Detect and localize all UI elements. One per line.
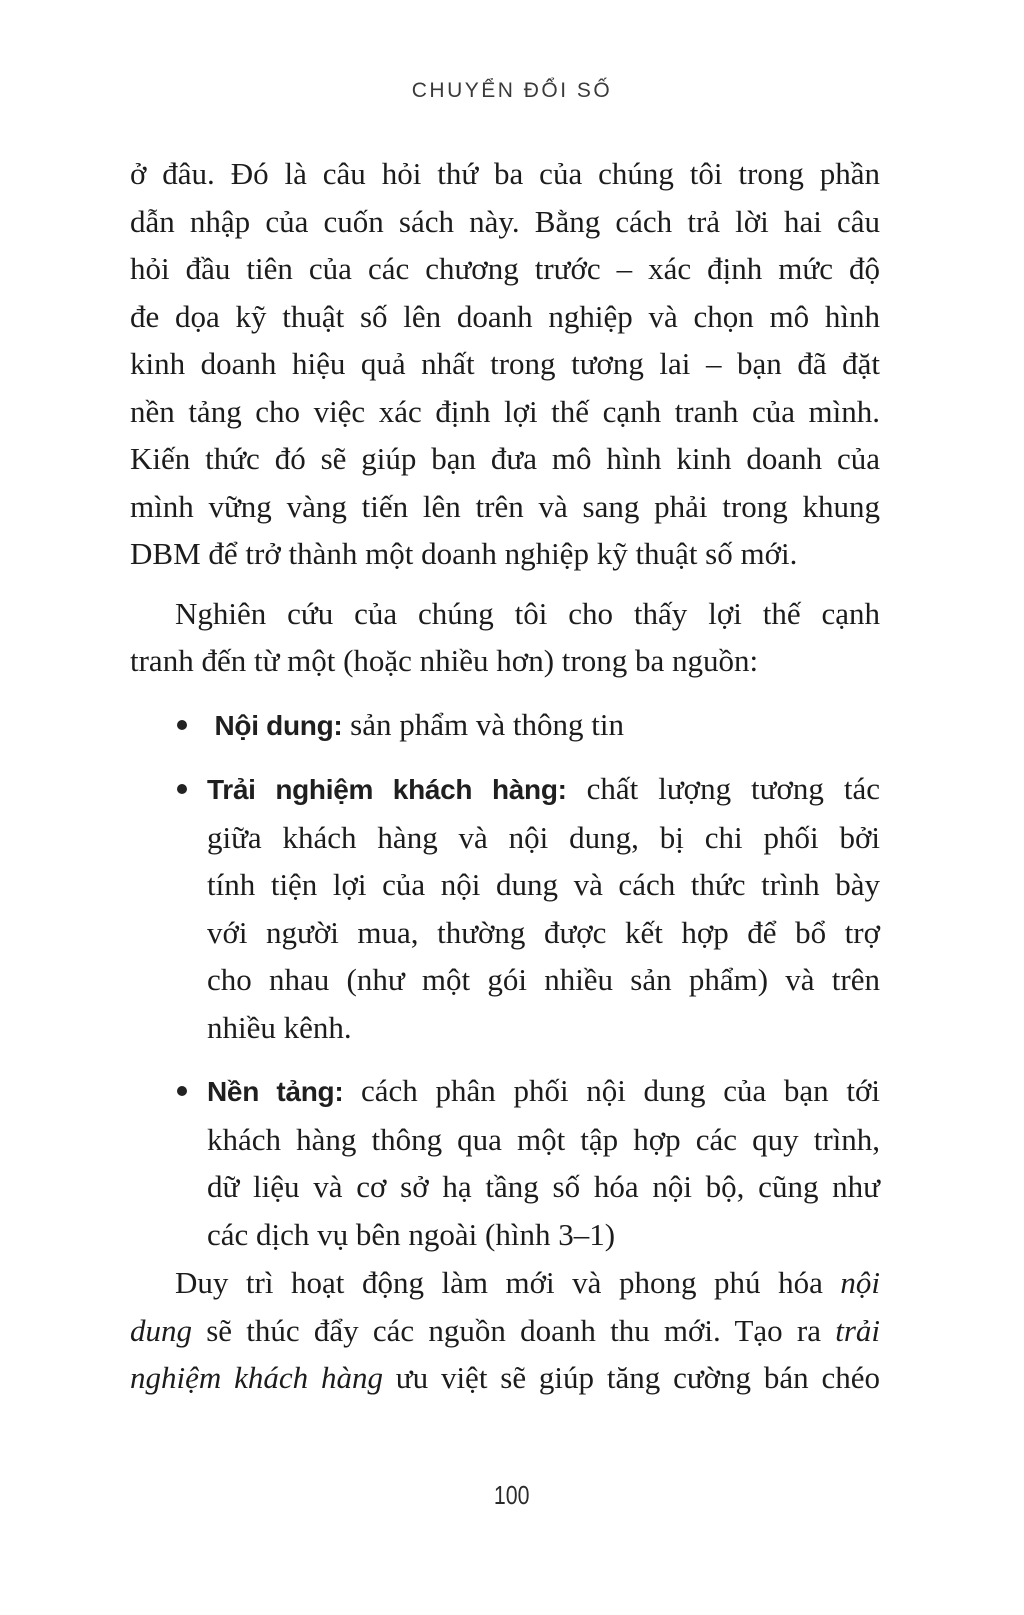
text-segment: chất lượng tương tác [566, 771, 880, 806]
text-line [130, 530, 880, 578]
bullet-label: Nền tảng: [207, 1076, 344, 1107]
text-segment: các dịch vụ bên ngoài (hình 3–1) [207, 1216, 616, 1252]
bullet-dot-icon [177, 784, 187, 794]
bullet-marker [130, 701, 207, 750]
text-segment: cách phân phối nội dung của bạn tới [343, 1073, 880, 1108]
text-segment: dữ liệu và cơ sở hạ tầng số hóa nội bộ, cũng như [207, 1169, 880, 1204]
text-segment: nhiều kênh. [207, 1009, 352, 1045]
text-line [130, 150, 880, 198]
text-line [207, 909, 880, 957]
page-number-value: 100 [494, 1480, 530, 1510]
text-line [207, 1211, 880, 1259]
text-line [130, 1354, 880, 1402]
bullet-item [130, 701, 880, 750]
text-segment: Nghiên cứu của chúng tôi cho thấy lợi thế cạnh [175, 595, 880, 631]
text-segment: tranh đến từ một (hoặc nhiều hơn) trong ba nguồn: [130, 643, 759, 678]
text-segment: Duy trì hoạt động làm mới và phong phú hóa [175, 1265, 841, 1300]
text-line [207, 956, 880, 1004]
text-segment: Kiến thức đó sẽ giúp bạn đưa mô hình kinh doanh của [130, 441, 880, 476]
text-segment: mình vững vàng tiến lên trên và sang phải trong khung [130, 488, 880, 524]
bullet-item [130, 765, 880, 1051]
text-segment: kinh doanh hiệu quả nhất trong tương lai – bạn đã đặt [130, 346, 880, 381]
text-segment: nền tảng cho việc xác định lợi thế cạnh tranh của mình. [130, 393, 880, 429]
text-line [130, 435, 880, 483]
bullet-marker [130, 1067, 207, 1258]
text-segment: DBM để trở thành một doanh nghiệp kỹ thuật số mới. [130, 536, 798, 571]
text-line [207, 1163, 880, 1211]
text-line [130, 483, 880, 531]
page-body [130, 150, 880, 1402]
paragraph [130, 150, 880, 578]
text-line [207, 701, 880, 750]
text-line [207, 1116, 880, 1164]
text-segment: ở đâu. Đó là câu hỏi thứ ba của chúng tôi trong phần [130, 156, 880, 191]
text-line [130, 1307, 880, 1355]
bullet-text [207, 765, 880, 1051]
bullet-label: Trải nghiệm khách hàng: [207, 774, 567, 805]
text-segment: hỏi đầu tiên của các chương trước – xác định mức độ [130, 251, 880, 286]
text-segment: cho nhau (như một gói nhiều sản phẩm) và trên [207, 962, 880, 997]
italic-text: nội [840, 1265, 880, 1300]
bullet-text [207, 1067, 880, 1258]
text-line [130, 340, 880, 388]
text-segment: sản phẩm và thông tin [342, 706, 624, 742]
text-line [207, 814, 880, 862]
text-segment: sẽ thúc đẩy các nguồn doanh thu mới. Tạo ra [192, 1312, 836, 1348]
text-line [130, 245, 880, 293]
text-segment: tính tiện lợi của nội dung và cách thức trình bày [207, 867, 880, 902]
text-line [207, 1067, 880, 1116]
text-line [130, 637, 880, 685]
text-line [207, 765, 880, 814]
text-line [207, 861, 880, 909]
bullet-dot-icon [177, 720, 187, 730]
text-line [207, 1004, 880, 1052]
bullet-item [130, 1067, 880, 1258]
italic-text: nghiệm khách hàng [130, 1360, 383, 1395]
bullet-dot-icon [177, 1086, 187, 1096]
text-line [130, 388, 880, 436]
paragraph [130, 1259, 880, 1402]
text-segment: với người mua, thường được kết hợp để bổ trợ [207, 914, 880, 950]
text-line [130, 293, 880, 341]
running-header: CHUYỂN ĐỔI SỐ [411, 79, 613, 102]
text-line [130, 198, 880, 246]
text-segment: khách hàng thông qua một tập hợp các quy trình, [207, 1121, 880, 1157]
text-segment: đe dọa kỹ thuật số lên doanh nghiệp và chọn mô hình [130, 298, 880, 334]
italic-text: dung [130, 1312, 192, 1348]
text-line [130, 590, 880, 638]
text-segment: dẫn nhập của cuốn sách này. Bằng cách trả lời hai câu [130, 203, 880, 239]
text-segment: giữa khách hàng và nội dung, bị chi phối bởi [207, 819, 880, 855]
text-line [130, 1259, 880, 1307]
italic-text: trải [835, 1312, 880, 1348]
page-number [0, 1480, 1024, 1511]
bullet-marker [130, 765, 207, 1051]
text-segment: ưu việt sẽ giúp tăng cường bán chéo [382, 1360, 881, 1395]
paragraph [130, 590, 880, 685]
bullet-text [207, 701, 880, 750]
bullet-label: Nội dung: [207, 709, 343, 741]
